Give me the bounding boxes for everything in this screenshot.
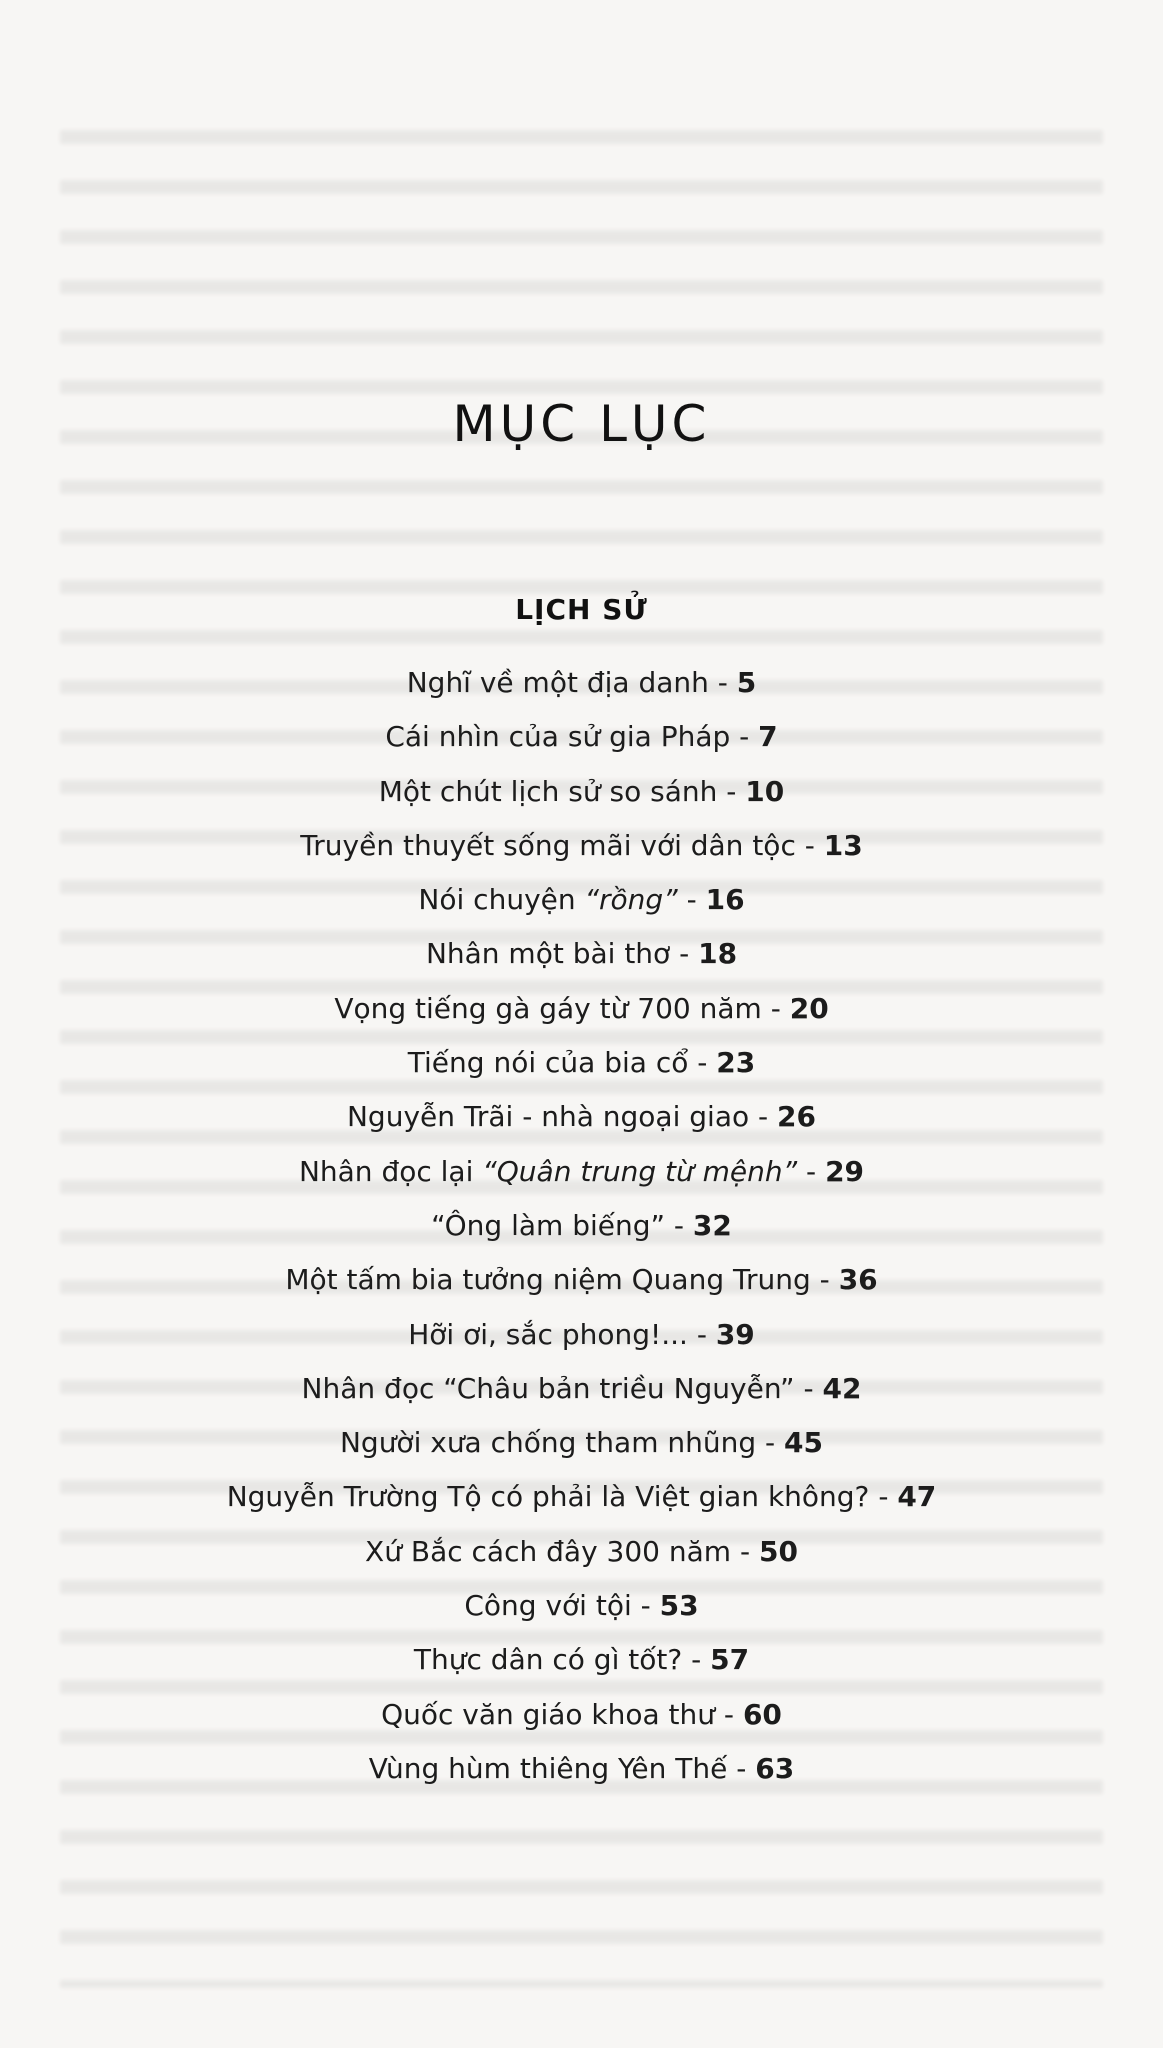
toc-entry	[0, 927, 1163, 981]
toc-entry	[0, 1036, 1163, 1090]
entry-page-number: 45	[784, 1426, 824, 1460]
toc-entry	[0, 1253, 1163, 1307]
entry-separator: -	[761, 991, 790, 1025]
entry-separator: -	[688, 1046, 717, 1080]
entry-title: Nhân đọc “Châu bản triều Nguyễn”	[301, 1371, 795, 1405]
toc-entry	[0, 982, 1163, 1036]
entry-separator: -	[682, 1643, 711, 1677]
entry-title: Nguyễn Trường Tộ có phải là Việt gian không?	[226, 1480, 870, 1514]
toc-entry	[0, 1742, 1163, 1796]
entry-title: Cái nhìn của sử gia Pháp	[385, 720, 731, 754]
toc-entry	[0, 873, 1163, 927]
entry-title: Nói chuyện	[418, 883, 585, 917]
toc-entry	[0, 819, 1163, 873]
entry-title: Người xưa chống tham nhũng	[339, 1426, 757, 1460]
toc-entry-list	[0, 656, 1163, 1796]
toc-entry	[0, 710, 1163, 764]
entry-page-number: 63	[755, 1751, 795, 1785]
toc-entry	[0, 1416, 1163, 1470]
entry-title: Thực dân có gì tốt?	[413, 1643, 683, 1677]
toc-entry	[0, 656, 1163, 710]
toc-entry	[0, 1362, 1163, 1416]
toc-entry	[0, 1579, 1163, 1633]
entry-separator: -	[869, 1480, 898, 1514]
entry-separator: -	[797, 1154, 826, 1188]
toc-entry	[0, 765, 1163, 819]
toc-entry	[0, 1308, 1163, 1362]
toc-entry	[0, 1199, 1163, 1253]
entry-page-number: 16	[705, 883, 745, 917]
entry-page-number: 32	[692, 1208, 732, 1242]
entry-title: Một chút lịch sử so sánh	[378, 774, 718, 808]
entry-title: Một tấm bia tưởng niệm Quang Trung	[285, 1263, 811, 1297]
entry-separator: -	[715, 1697, 743, 1731]
entry-page-number: 39	[715, 1317, 755, 1351]
entry-page-number: 13	[823, 828, 863, 862]
entry-separator: -	[717, 774, 746, 808]
entry-page-number: 60	[742, 1697, 782, 1731]
entry-page-number: 50	[758, 1534, 798, 1568]
entry-title: Nghĩ về một địa danh	[406, 666, 709, 699]
entry-separator: -	[687, 1317, 716, 1351]
entry-title: Công với tội	[464, 1589, 632, 1623]
entry-page-number: 53	[659, 1589, 699, 1623]
entry-page-number: 42	[822, 1371, 862, 1405]
toc-entry	[0, 1145, 1163, 1199]
toc-entry	[0, 1470, 1163, 1524]
entry-separator: -	[708, 666, 737, 699]
page-title: MỤC LỤC	[452, 395, 711, 453]
entry-separator: -	[795, 828, 824, 862]
entry-page-number: 5	[736, 666, 757, 699]
entry-title-italic: “rồng”	[584, 883, 678, 917]
table-of-contents	[0, 588, 1163, 1796]
entry-page-number: 18	[698, 937, 738, 971]
entry-page-number: 57	[710, 1643, 750, 1677]
entry-page-number: 20	[789, 991, 829, 1025]
entry-page-number: 36	[838, 1263, 878, 1297]
entry-separator: -	[631, 1589, 660, 1623]
entry-title: Nhân một bài thơ	[425, 937, 671, 971]
entry-title: Vùng hùm thiêng Yên Thế	[368, 1751, 728, 1785]
entry-title: Truyền thuyết sống mãi với dân tộc	[300, 828, 796, 862]
toc-entry	[0, 1688, 1163, 1742]
entry-separator: -	[665, 1208, 693, 1242]
entry-title: Tiếng nói của bia cổ	[407, 1046, 689, 1080]
section-heading: LỊCH SỬ	[515, 593, 648, 626]
entry-page-number: 47	[897, 1480, 937, 1514]
entry-separator: -	[730, 720, 759, 754]
entry-separator: -	[727, 1751, 756, 1785]
entry-title: Hỡi ơi, sắc phong!...	[408, 1317, 688, 1351]
entry-title: Vọng tiếng gà gáy từ 700 năm	[334, 991, 762, 1025]
entry-title-italic: “Quân trung từ mệnh”	[482, 1154, 798, 1188]
entry-page-number: 7	[758, 720, 778, 754]
entry-separator: -	[677, 883, 706, 917]
entry-title: Nhân đọc lại	[298, 1154, 483, 1188]
toc-entry	[0, 1090, 1163, 1144]
entry-title: Nguyễn Trãi - nhà ngoại giao	[346, 1100, 750, 1134]
entry-title: Quốc văn giáo khoa thư	[381, 1697, 716, 1731]
entry-page-number: 23	[716, 1046, 756, 1080]
entry-page-number: 10	[745, 774, 785, 808]
entry-separator: -	[756, 1426, 785, 1460]
toc-entry	[0, 1525, 1163, 1579]
entry-title: Xứ Bắc cách đây 300 năm	[365, 1534, 732, 1568]
entry-page-number: 29	[825, 1154, 865, 1188]
toc-entry	[0, 1633, 1163, 1687]
entry-separator: -	[794, 1371, 823, 1405]
entry-title: “Ông làm biếng”	[431, 1208, 665, 1242]
entry-separator: -	[731, 1534, 759, 1568]
entry-separator: -	[810, 1263, 839, 1297]
entry-separator: -	[670, 937, 699, 971]
entry-page-number: 26	[777, 1100, 816, 1134]
entry-separator: -	[749, 1100, 778, 1134]
